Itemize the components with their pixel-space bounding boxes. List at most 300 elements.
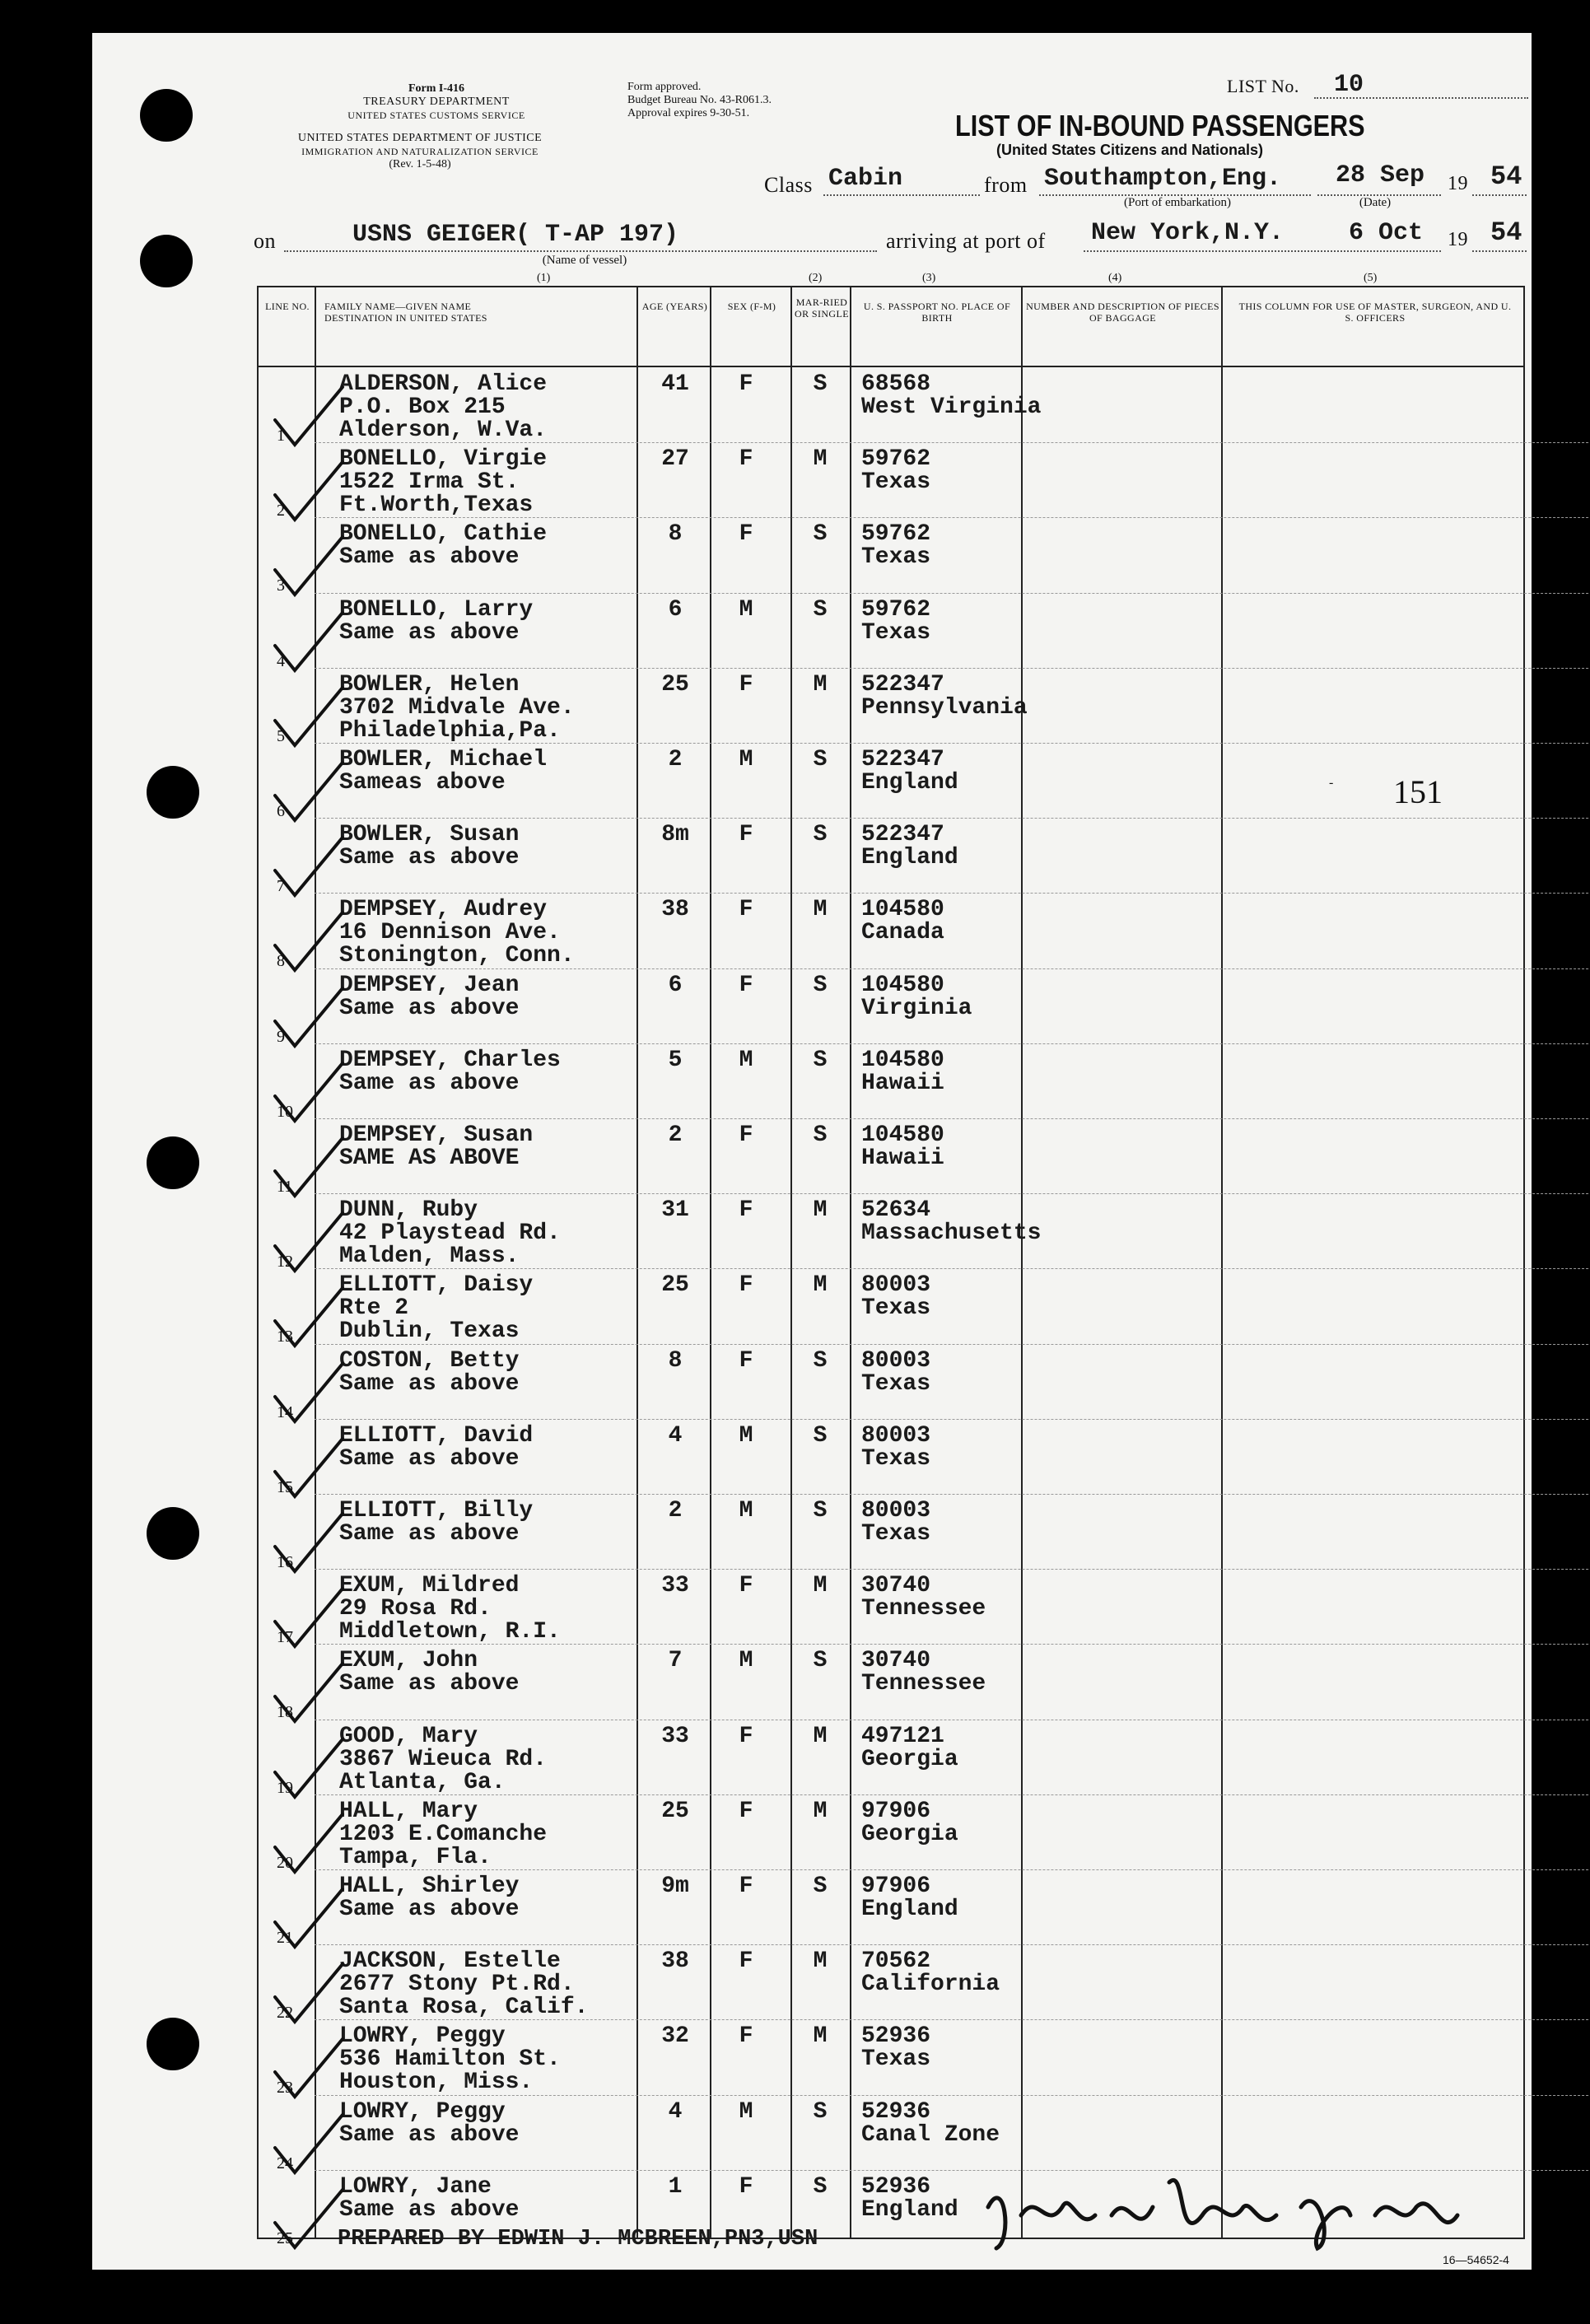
passenger-age: 32	[661, 2023, 689, 2050]
check-mark-icon	[270, 1886, 346, 1950]
row-divider	[315, 893, 1590, 894]
passenger-age: 25	[661, 671, 689, 698]
row-divider	[315, 1944, 1590, 1945]
line-number: 3	[277, 576, 285, 595]
passenger-address-2: Atlanta, Ga.	[339, 1769, 506, 1795]
passenger-name: ELLIOTT, Daisy	[339, 1272, 534, 1299]
place-of-birth: England	[861, 845, 958, 871]
vessel-caption: (Name of vessel)	[542, 254, 627, 267]
place-of-birth: England	[861, 770, 958, 796]
passenger-address-1: Sameas above	[339, 770, 506, 796]
passenger-name: JACKSON, Estelle	[339, 1948, 561, 1975]
check-mark-icon	[270, 759, 346, 824]
passenger-age: 4	[668, 1422, 683, 1449]
line-number: 18	[277, 1703, 293, 1722]
check-mark-icon	[270, 1360, 346, 1425]
punch-hole	[147, 2018, 199, 2070]
punch-hole	[147, 1136, 199, 1189]
treasury-dept: TREASURY DEPARTMENT	[363, 96, 510, 108]
place-of-birth: Texas	[861, 1370, 931, 1397]
line-number: 24	[277, 2154, 293, 2172]
place-of-birth: Texas	[861, 1445, 931, 1472]
arriving-label: arriving at port of	[886, 229, 1046, 253]
col-num-4: (4)	[1108, 272, 1122, 284]
passenger-address-1: 29 Rosa Rd.	[339, 1596, 492, 1622]
line-number: 11	[277, 1178, 293, 1196]
row-divider	[315, 2095, 1590, 2096]
passport-number: 30740	[861, 1573, 931, 1599]
embark-port: Southampton,Eng.	[1044, 165, 1282, 193]
col-header-married: MAR-RIED OR SINGLE	[795, 296, 849, 320]
passenger-name: BONELLO, Larry	[339, 596, 534, 623]
row-divider	[315, 668, 1590, 669]
passenger-sex: F	[739, 1948, 753, 1975]
col-num-3: (3)	[922, 272, 936, 284]
punch-hole	[140, 89, 193, 142]
check-mark-icon	[270, 1736, 346, 1800]
place-of-birth: Pennsylvania	[861, 694, 1028, 721]
line-number: 17	[277, 1628, 293, 1647]
row-divider	[315, 1193, 1590, 1194]
passenger-address-1: Same as above	[339, 1370, 520, 1397]
passenger-name: LOWRY, Peggy	[339, 2098, 506, 2125]
col-num-1: (1)	[537, 272, 551, 284]
passenger-sex: M	[739, 2098, 753, 2125]
col-header-sex: SEX (F-M)	[727, 301, 776, 312]
passenger-sex: F	[739, 1272, 753, 1299]
check-mark-icon	[270, 909, 346, 973]
passenger-address-2: Middletown, R.I.	[339, 1619, 561, 1645]
passport-number: 522347	[861, 671, 944, 698]
passenger-marital: M	[813, 2023, 828, 2050]
arrival-port: New York,N.Y.	[1091, 219, 1285, 247]
passenger-name: BOWLER, Helen	[339, 671, 520, 698]
col-num-2: (2)	[809, 272, 823, 284]
passport-number: 497121	[861, 1723, 944, 1749]
place-of-birth: Tennessee	[861, 1671, 986, 1697]
passport-number: 80003	[861, 1422, 931, 1449]
customs-service: UNITED STATES CUSTOMS SERVICE	[347, 110, 525, 121]
passport-number: 104580	[861, 972, 944, 998]
inspector-signature	[972, 2158, 1466, 2256]
passenger-sex: M	[739, 1648, 753, 1674]
place-of-birth: Hawaii	[861, 1070, 944, 1096]
line-number: 25	[277, 2228, 293, 2247]
passenger-age: 38	[661, 897, 689, 923]
passenger-name: DEMPSEY, Audrey	[339, 897, 548, 923]
place-of-birth: Texas	[861, 469, 931, 496]
port-caption: (Port of embarkation)	[1124, 196, 1231, 209]
punch-hole	[147, 1507, 199, 1560]
place-of-birth: England	[861, 2196, 958, 2223]
line-number: 20	[277, 1853, 293, 1872]
arrival-year: 54	[1490, 217, 1522, 248]
passenger-marital: S	[813, 2098, 828, 2125]
passenger-sex: F	[739, 972, 753, 998]
passenger-marital: S	[813, 1122, 828, 1148]
passport-number: 59762	[861, 596, 931, 623]
passenger-name: HALL, Mary	[339, 1798, 478, 1824]
line-number: 21	[277, 1929, 293, 1947]
line-number: 2	[277, 502, 285, 520]
passenger-address-1: Same as above	[339, 1671, 520, 1697]
passenger-marital: M	[813, 1948, 828, 1975]
passenger-age: 8	[668, 521, 683, 548]
passenger-marital: M	[813, 1272, 828, 1299]
passport-number: 52936	[861, 2023, 931, 2050]
passenger-age: 2	[668, 747, 683, 772]
check-mark-icon	[270, 459, 346, 523]
passenger-address-2: Santa Rosa, Calif.	[339, 1995, 589, 2021]
passenger-address-1: Same as above	[339, 845, 520, 871]
header-rule	[257, 366, 1525, 367]
passenger-age: 31	[661, 1197, 689, 1224]
passenger-age: 2	[668, 1498, 683, 1524]
passenger-sex: F	[739, 371, 753, 397]
passenger-name: DEMPSEY, Jean	[339, 972, 520, 998]
passenger-sex: F	[739, 446, 753, 473]
arrival-year-prefix: 19	[1448, 229, 1468, 250]
row-divider	[315, 593, 1590, 594]
passenger-address-1: Same as above	[339, 1521, 520, 1547]
row-divider	[315, 743, 1590, 744]
place-of-birth: Texas	[861, 1521, 931, 1547]
place-of-birth: West Virginia	[861, 394, 1042, 420]
line-number: 6	[277, 802, 285, 820]
passport-number: 59762	[861, 521, 931, 548]
place-of-birth: Virginia	[861, 995, 972, 1021]
check-mark-icon	[270, 1435, 346, 1500]
passenger-address-2: Dublin, Texas	[339, 1318, 520, 1345]
budget-bureau: Budget Bureau No. 43-R061.3.	[627, 94, 772, 106]
check-mark-icon	[270, 985, 346, 1049]
passenger-age: 25	[661, 1798, 689, 1824]
row-divider	[315, 968, 1590, 969]
line-number: 7	[277, 877, 285, 896]
passenger-sex: F	[739, 2173, 753, 2200]
passenger-sex: F	[739, 1122, 753, 1148]
line-number: 15	[277, 1477, 293, 1496]
check-mark-icon	[270, 1210, 346, 1274]
punch-hole	[147, 766, 199, 819]
place-of-birth: Texas	[861, 619, 931, 646]
check-mark-icon	[270, 1285, 346, 1349]
passport-number: 52936	[861, 2173, 931, 2200]
officer-number: 151	[1393, 773, 1443, 810]
passenger-name: ELLIOTT, David	[339, 1422, 534, 1449]
passport-number: 104580	[861, 1047, 944, 1073]
line-number: 5	[277, 726, 285, 745]
passenger-age: 25	[661, 1272, 689, 1299]
passport-number: 52634	[861, 1197, 931, 1224]
place-of-birth: Canada	[861, 920, 944, 946]
passenger-address-2: Alderson, W.Va.	[339, 418, 548, 443]
place-of-birth: Texas	[861, 1295, 931, 1322]
passenger-sex: F	[739, 1723, 753, 1749]
row-divider	[315, 2019, 1590, 2020]
embark-year: 54	[1490, 161, 1522, 192]
passenger-sex: M	[739, 1047, 753, 1073]
passenger-name: BONELLO, Cathie	[339, 521, 548, 548]
col-header-line: LINE NO.	[265, 301, 310, 312]
revision: (Rev. 1-5-48)	[389, 158, 451, 170]
passenger-address-2: Ft.Worth,Texas	[339, 492, 534, 519]
passenger-marital: S	[813, 1498, 828, 1524]
passenger-age: 33	[661, 1723, 689, 1749]
passenger-address-1: Same as above	[339, 2196, 520, 2223]
passenger-address-2: Philadelphia,Pa.	[339, 717, 561, 744]
passenger-sex: F	[739, 1874, 753, 1899]
passenger-sex: M	[739, 1422, 753, 1449]
col-header-baggage: NUMBER AND DESCRIPTION OF PIECES OF BAGGAGE	[1026, 301, 1219, 324]
check-mark-icon	[270, 1135, 346, 1199]
date-caption: (Date)	[1359, 196, 1392, 209]
row-divider	[315, 1494, 1590, 1495]
place-of-birth: Georgia	[861, 1821, 958, 1847]
from-label: from	[984, 173, 1028, 197]
place-of-birth: Texas	[861, 544, 931, 571]
passenger-name: HALL, Shirley	[339, 1874, 520, 1899]
passenger-sex: F	[739, 2023, 753, 2050]
passenger-age: 41	[661, 371, 689, 397]
line-number: 12	[277, 1253, 293, 1272]
passenger-name: ALDERSON, Alice	[339, 371, 548, 397]
place-of-birth: Massachusetts	[861, 1220, 1042, 1247]
passenger-name: ELLIOTT, Billy	[339, 1498, 534, 1524]
form-subtitle: (United States Citizens and Nationals)	[996, 142, 1264, 158]
row-divider	[315, 1268, 1590, 1269]
check-mark-icon	[270, 1660, 346, 1724]
year-prefix: 19	[1448, 173, 1468, 194]
passenger-name: DEMPSEY, Susan	[339, 1122, 534, 1148]
passport-number: 80003	[861, 1347, 931, 1374]
passenger-name: EXUM, John	[339, 1648, 478, 1674]
row-divider	[315, 1344, 1590, 1345]
line-number: 13	[277, 1328, 293, 1346]
passenger-address-2: Houston, Miss.	[339, 2070, 534, 2096]
passport-number: 80003	[861, 1498, 931, 1524]
passenger-marital: M	[813, 897, 828, 923]
check-mark-icon	[270, 1961, 346, 2025]
passenger-sex: F	[739, 671, 753, 698]
arrival-date: 6 Oct	[1349, 219, 1424, 247]
passenger-age: 9m	[661, 1874, 689, 1899]
list-no-value: 10	[1334, 71, 1364, 99]
row-divider	[315, 1794, 1590, 1795]
passenger-marital: S	[813, 1347, 828, 1374]
passenger-sex: F	[739, 1798, 753, 1824]
justice-dept: UNITED STATES DEPARTMENT OF JUSTICE	[297, 132, 543, 144]
passenger-address-1: P.O. Box 215	[339, 394, 506, 420]
passenger-address-1: 3702 Midvale Ave.	[339, 694, 575, 721]
line-number: 1	[277, 427, 285, 445]
place-of-birth: Canal Zone	[861, 2121, 1000, 2148]
passenger-marital: S	[813, 521, 828, 548]
line-number: 9	[277, 1027, 285, 1046]
place-of-birth: Texas	[861, 2046, 931, 2073]
passenger-sex: F	[739, 1347, 753, 1374]
passenger-age: 6	[668, 596, 683, 623]
approval-block	[627, 81, 842, 120]
passenger-address-1: 3867 Wieuca Rd.	[339, 1746, 548, 1772]
line-number: 14	[277, 1402, 293, 1421]
check-mark-icon	[270, 1585, 346, 1650]
passenger-age: 1	[668, 2173, 683, 2200]
passenger-age: 2	[668, 1122, 683, 1148]
passenger-name: DEMPSEY, Charles	[339, 1047, 561, 1073]
passenger-marital: S	[813, 1047, 828, 1073]
vessel-name: USNS GEIGER( T-AP 197)	[352, 221, 679, 249]
passenger-name: COSTON, Betty	[339, 1347, 520, 1374]
passport-number: 30740	[861, 1648, 931, 1674]
passenger-marital: S	[813, 371, 828, 397]
approval-expires: Approval expires 9-30-51.	[627, 107, 750, 119]
ins-service: IMMIGRATION AND NATURALIZATION SERVICE	[301, 146, 539, 157]
passenger-sex: M	[739, 747, 753, 772]
passenger-marital: S	[813, 822, 828, 848]
check-mark-icon	[270, 2186, 346, 2251]
passenger-age: 4	[668, 2098, 683, 2125]
on-label: on	[254, 229, 276, 253]
row-divider	[315, 1118, 1590, 1119]
check-mark-icon	[270, 684, 346, 749]
col-header-passport: U. S. PASSPORT NO. PLACE OF BIRTH	[863, 301, 1011, 324]
punch-hole	[140, 235, 193, 287]
list-no-label: LIST No.	[1227, 76, 1299, 96]
passenger-address-1: Same as above	[339, 2121, 520, 2148]
passenger-address-1: Same as above	[339, 995, 520, 1021]
row-divider	[315, 818, 1590, 819]
prepared-by: PREPARED BY EDWIN J. MCBREEN,PN3,USN	[338, 2227, 818, 2252]
row-divider	[315, 1419, 1590, 1420]
line-number: 4	[277, 651, 285, 670]
passenger-name: BONELLO, Virgie	[339, 446, 548, 473]
passenger-name: LOWRY, Peggy	[339, 2023, 506, 2050]
passenger-address-1: Rte 2	[339, 1295, 409, 1322]
passenger-address-1: 536 Hamilton St.	[339, 2046, 561, 2073]
form-approved: Form approved.	[627, 81, 702, 93]
check-mark-icon	[270, 1060, 346, 1124]
line-number: 19	[277, 1778, 293, 1797]
print-code: 16—54652-4	[1443, 2253, 1509, 2266]
passenger-sex: F	[739, 822, 753, 848]
passport-number: 97906	[861, 1798, 931, 1824]
place-of-birth: England	[861, 1897, 958, 1922]
passport-number: 522347	[861, 747, 944, 772]
embark-date: 28 Sep	[1336, 161, 1425, 189]
check-mark-icon	[270, 384, 346, 448]
passenger-marital: M	[813, 1197, 828, 1224]
passenger-address-1: 16 Dennison Ave.	[339, 920, 561, 946]
col-header-name: FAMILY NAME—GIVEN NAME DESTINATION IN UNITED STATES	[324, 301, 487, 324]
passenger-name: GOOD, Mary	[339, 1723, 478, 1749]
passport-number: 104580	[861, 1122, 944, 1148]
passenger-name: LOWRY, Jane	[339, 2173, 492, 2200]
form-number: Form I-416	[408, 82, 465, 95]
check-mark-icon	[270, 1811, 346, 1875]
passenger-sex: M	[739, 1498, 753, 1524]
passenger-marital: S	[813, 1874, 828, 1899]
passenger-age: 8	[668, 1347, 683, 1374]
passport-number: 59762	[861, 446, 931, 473]
passenger-sex: M	[739, 596, 753, 623]
check-mark-icon	[270, 534, 346, 598]
place-of-birth: California	[861, 1972, 1000, 1998]
passenger-age: 27	[661, 446, 689, 473]
passenger-marital: S	[813, 1422, 828, 1449]
passenger-address-1: 1203 E.Comanche	[339, 1821, 548, 1847]
col-header-age: AGE (YEARS)	[641, 301, 708, 312]
form-agency-block	[313, 82, 560, 122]
class-label: Class	[764, 173, 813, 197]
row-divider	[315, 1644, 1590, 1645]
place-of-birth: Georgia	[861, 1746, 958, 1772]
check-mark-icon	[270, 2112, 346, 2176]
passenger-marital: S	[813, 2173, 828, 2200]
passenger-marital: S	[813, 747, 828, 772]
col-num-5: (5)	[1364, 272, 1378, 284]
passport-number: 97906	[861, 1874, 931, 1899]
passport-number: 104580	[861, 897, 944, 923]
passenger-address-1: Same as above	[339, 544, 520, 571]
passenger-address-1: SAME AS ABOVE	[339, 1146, 520, 1171]
passenger-address-1: Same as above	[339, 1897, 520, 1922]
passenger-sex: F	[739, 897, 753, 923]
row-divider	[315, 517, 1590, 518]
passenger-address-2: Stonington, Conn.	[339, 943, 575, 969]
passenger-sex: F	[739, 1573, 753, 1599]
check-mark-icon	[270, 834, 346, 898]
passenger-sex: F	[739, 1197, 753, 1224]
passenger-age: 7	[668, 1648, 683, 1674]
passenger-marital: M	[813, 1798, 828, 1824]
passenger-name: DUNN, Ruby	[339, 1197, 478, 1224]
passenger-address-1: 2677 Stony Pt.Rd.	[339, 1972, 575, 1998]
line-number: 22	[277, 2004, 293, 2023]
passenger-address-2: Malden, Mass.	[339, 1244, 520, 1270]
row-divider	[315, 1043, 1590, 1044]
tick-mark: -	[1329, 776, 1334, 790]
passenger-address-1: Same as above	[339, 619, 520, 646]
passenger-address-1: 1522 Irma St.	[339, 469, 520, 496]
check-mark-icon	[270, 1510, 346, 1575]
passport-number: 52936	[861, 2098, 931, 2125]
passenger-marital: M	[813, 446, 828, 473]
passport-number: 80003	[861, 1272, 931, 1299]
passenger-age: 6	[668, 972, 683, 998]
line-number: 23	[277, 2079, 293, 2098]
row-divider	[315, 442, 1590, 443]
row-divider	[315, 1869, 1590, 1870]
class-value: Cabin	[828, 165, 903, 193]
row-divider	[315, 1569, 1590, 1570]
passenger-name: EXUM, Mildred	[339, 1573, 520, 1599]
passenger-marital: S	[813, 972, 828, 998]
passport-number: 70562	[861, 1948, 931, 1975]
passenger-address-2: Tampa, Fla.	[339, 1844, 492, 1870]
passenger-marital: S	[813, 1648, 828, 1674]
passenger-age: 5	[668, 1047, 683, 1073]
col-header-officers: THIS COLUMN FOR USE OF MASTER, SURGEON, AND U. S. OFFICERS	[1238, 301, 1512, 324]
passenger-sex: F	[739, 521, 753, 548]
passenger-address-1: 42 Playstead Rd.	[339, 1220, 561, 1247]
passenger-name: BOWLER, Michael	[339, 747, 548, 772]
passenger-age: 33	[661, 1573, 689, 1599]
passenger-address-1: Same as above	[339, 1445, 520, 1472]
passenger-marital: S	[813, 596, 828, 623]
passenger-marital: M	[813, 1573, 828, 1599]
passenger-marital: M	[813, 1723, 828, 1749]
